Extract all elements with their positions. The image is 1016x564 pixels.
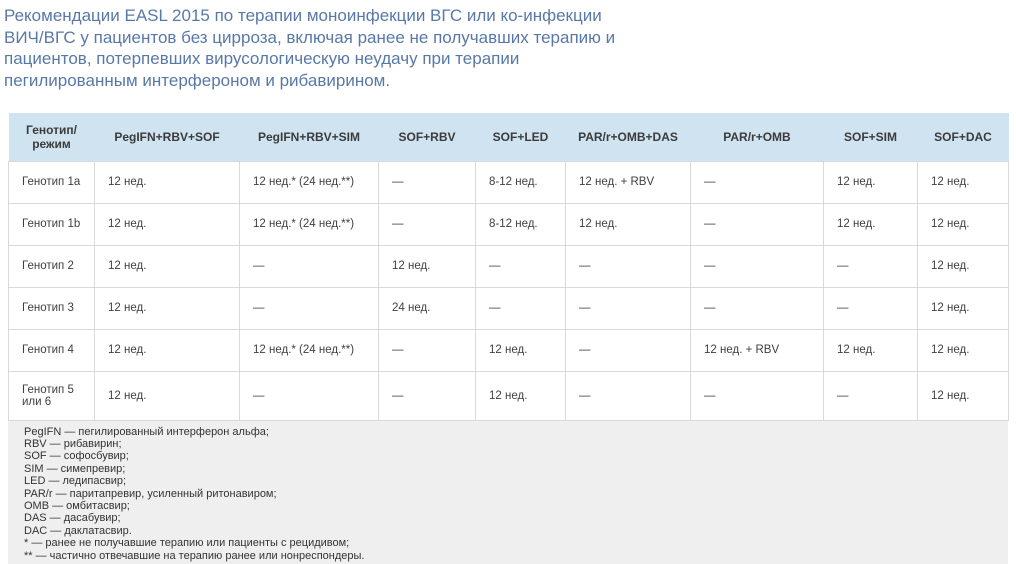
table-row-genotype-2 [9, 245, 1009, 287]
table-body [9, 161, 1009, 420]
legend-line-double-asterisk: ** — частично отвечавшие на терапию ранее или нонреспондеры. [24, 549, 365, 562]
table-cell: 12 нед. [95, 161, 240, 203]
table-row-genotype-1b [9, 203, 1009, 245]
table-cell: — [824, 245, 918, 287]
table-cell: 12 нед. [918, 161, 1009, 203]
legend-line-pegifn: PegIFN — пегилированный интерферон альфа; [24, 425, 269, 438]
abbreviation-legend [8, 421, 1008, 564]
table-cell: 12 нед.* (24 нед.**) [240, 161, 379, 203]
table-cell: — [691, 245, 824, 287]
table-cell: 12 нед.* (24 нед.**) [240, 329, 379, 371]
table-row-genotype-1a [9, 161, 1009, 203]
table-cell: — [476, 245, 566, 287]
legend-line-omb: OMB — омбитасвир; [24, 499, 130, 512]
table-cell: — [691, 203, 824, 245]
table-cell: — [240, 245, 379, 287]
table-cell: — [476, 287, 566, 329]
row-label: Генотип 1a [9, 161, 95, 203]
table-cell: — [379, 203, 476, 245]
table-cell: 12 нед. [918, 203, 1009, 245]
legend-line-sim: SIM — симепревир; [24, 462, 126, 475]
row-label: Генотип 5 или 6 [9, 371, 95, 420]
table-cell: 12 нед. [95, 287, 240, 329]
row-label: Генотип 1b [9, 203, 95, 245]
legend-line-das: DAS — дасабувир; [24, 512, 121, 525]
table-row-genotype-5-6 [9, 371, 1009, 420]
col-header-sof-led: SOF+LED [476, 113, 566, 161]
table-cell: — [824, 287, 918, 329]
table-cell: — [691, 161, 824, 203]
table-cell: 12 нед. [918, 371, 1009, 420]
table-cell: 12 нед. [95, 245, 240, 287]
col-header-par-omb-das: PAR/r+OMB+DAS [566, 113, 691, 161]
legend-line-asterisk: * — ранее не получавшие терапию или пациенты с рецидивом; [24, 537, 350, 550]
table-cell: 8-12 нед. [476, 203, 566, 245]
table-cell: — [824, 371, 918, 420]
legend-line-par: PAR/r — паритапревир, усиленный ритонавиром; [24, 487, 277, 500]
table-cell: 12 нед. [379, 245, 476, 287]
table-cell: 12 нед. [824, 203, 918, 245]
table-cell: 12 нед. [95, 329, 240, 371]
row-label: Генотип 2 [9, 245, 95, 287]
table-cell: — [691, 287, 824, 329]
legend-line-led: LED — ледипасвир; [24, 475, 127, 488]
col-header-par-omb: PAR/r+OMB [691, 113, 824, 161]
table-cell: 12 нед. [918, 329, 1009, 371]
legend-line-sof: SOF — софосбувир; [24, 450, 129, 463]
table-cell: 24 нед. [379, 287, 476, 329]
col-header-sof-rbv: SOF+RBV [379, 113, 476, 161]
table-cell: 12 нед. [566, 203, 691, 245]
table-row-genotype-3 [9, 287, 1009, 329]
col-header-pegifn-rbv-sim: PegIFN+RBV+SIM [240, 113, 379, 161]
table-cell: 12 нед. [476, 371, 566, 420]
col-header-sof-dac: SOF+DAC [918, 113, 1009, 161]
table-cell: — [379, 329, 476, 371]
row-label: Генотип 4 [9, 329, 95, 371]
row-label: Генотип 3 [9, 287, 95, 329]
table-cell: 12 нед. [824, 161, 918, 203]
table-cell: — [566, 371, 691, 420]
table-cell: — [566, 245, 691, 287]
table-cell: — [240, 287, 379, 329]
table-header [9, 113, 1009, 161]
table-cell: 12 нед. + RBV [691, 329, 824, 371]
col-header-genotype: Генотип/ режим [9, 113, 95, 161]
therapy-regimen-table [8, 113, 1009, 421]
table-cell: 12 нед. [918, 287, 1009, 329]
col-header-sof-sim: SOF+SIM [824, 113, 918, 161]
page-title: Рекомендации EASL 2015 по терапии моноинфекции ВГС или ко-инфекции ВИЧ/ВГС у пациентов без цирроза, включая ранее не получавших терапию и пациентов, потерпевших вирусологическую неудачу при терапии пегилированным интерфероном и рибавирином. [4, 6, 616, 90]
table-cell: 12 нед. + RBV [566, 161, 691, 203]
table-cell: — [566, 287, 691, 329]
table-cell: 12 нед.* (24 нед.**) [240, 203, 379, 245]
table-cell: — [379, 161, 476, 203]
header-row [9, 113, 1009, 161]
table-cell: — [566, 329, 691, 371]
col-header-pegifn-rbv-sof: PegIFN+RBV+SOF [95, 113, 240, 161]
table-cell: 8-12 нед. [476, 161, 566, 203]
table-cell: — [240, 371, 379, 420]
table-cell: — [379, 371, 476, 420]
table-cell: 12 нед. [824, 329, 918, 371]
table-row-genotype-4 [9, 329, 1009, 371]
table-cell: 12 нед. [918, 245, 1009, 287]
legend-line-dac: DAC — даклатасвир. [24, 524, 132, 537]
legend-line-rbv: RBV — рибавирин; [24, 437, 122, 450]
table-cell: — [691, 371, 824, 420]
table-cell: 12 нед. [95, 371, 240, 420]
table-cell: 12 нед. [476, 329, 566, 371]
table-cell: 12 нед. [95, 203, 240, 245]
